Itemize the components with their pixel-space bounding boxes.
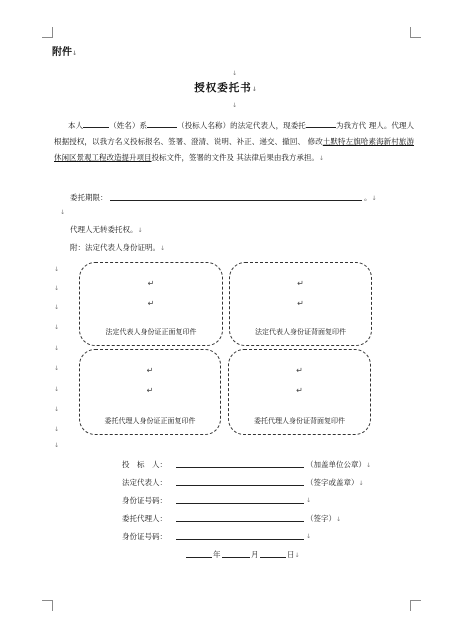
box-caption: 委托代理人身份证正面复印件 xyxy=(104,417,196,425)
id-front-box-legal-rep xyxy=(79,262,223,346)
agent-label: 委托代理人： xyxy=(122,514,167,523)
year-field[interactable] xyxy=(186,557,212,558)
id-number-label-2: 身份证号码： xyxy=(122,532,167,541)
paragraph-mark: ↓ xyxy=(232,102,238,109)
no-subdelegation-note: 代理人无转委托权。↓ xyxy=(70,225,143,234)
document-page: 附件↓ ↓ 授权委托书↓ ↓ 本人 （姓名）系 （投标人名称）的法定代表人，现委托 为我方代 理人。代理人根据授权，以我方名义投标报名、签署、澄清、说明、补正、递交、撤回、 修改土默特左旗哈素海新村旅游休闲区景观工程改造提升项目投标文件，签署的文件及 其法律后果由我方承担。↓ 委托期限： 。↓ ↓ 代理人无转委托权。↓ 附：法定代表人身份证明。↓ ↓ ↓ ↓ ↓ ↓ ↓ ↓ ↓ ↓ ↓ ↵ ↵ 法定代表人身份证正面复印件 ↵ ↵ 法定代表人身份证背面复印件 ↵ ↵ 委托代理人身份证正面复印件 ↵ ↵ 委托代理人身份证背面复印件 投 标 人： （加盖单位公章）↓ 法定代表人： （签字或盖章）↓ 身份证号码： ↓ 委托代理人： （签字）↓ 身份证号码： ↓ 年 月 日↓ xyxy=(0,0,452,644)
box-caption: 法定代表人身份证正面复印件 xyxy=(105,328,197,336)
paragraph-mark: ↓ xyxy=(232,70,238,77)
return-icon: ↵ xyxy=(147,279,155,288)
year-label: 年 xyxy=(213,550,221,559)
agent-field[interactable] xyxy=(176,521,304,522)
agent-note: （签字）↓ xyxy=(306,514,342,523)
return-icon: ↵ xyxy=(297,299,304,308)
crop-mark-top-right xyxy=(410,27,421,38)
id-back-box-legal-rep xyxy=(229,262,372,346)
authorization-paragraph: 本人 （姓名）系 （投标人名称）的法定代表人，现委托 为我方代 理人。代理人根据授权，以我方名义投标报名、签署、澄清、说明、补正、递交、撤回、 修改土默特左旗哈素海新村旅游休闲区景观工程改造提升项目投标文件，签署的文件及 其法律后果由我方承担。↓ xyxy=(54,118,414,166)
crop-mark-bottom-right xyxy=(410,600,421,611)
return-icon: ↵ xyxy=(147,299,155,308)
id-back-box-agent xyxy=(228,349,371,435)
document-title: 授权委托书↓ xyxy=(194,82,258,94)
day-label: 日↓ xyxy=(287,550,300,559)
attachment-note: 附：法定代表人身份证明。↓ xyxy=(70,243,166,252)
box-caption: 法定代表人身份证背面复印件 xyxy=(255,328,346,336)
crop-mark-top-left xyxy=(42,27,53,38)
crop-mark-bottom-left xyxy=(42,600,53,611)
return-icon: ↵ xyxy=(297,279,304,288)
term-field[interactable] xyxy=(110,200,362,201)
term-end: 。↓ xyxy=(364,193,377,202)
return-icon: ↵ xyxy=(296,386,303,395)
month-field[interactable] xyxy=(222,557,250,558)
legal-rep-field[interactable] xyxy=(176,485,304,486)
box-caption: 委托代理人身份证背面复印件 xyxy=(254,417,345,425)
term-label: 委托期限： xyxy=(70,193,108,202)
return-icon: ↵ xyxy=(146,366,154,375)
legal-rep-note: （签字或盖章）↓ xyxy=(306,478,364,487)
id-number-label-1: 身份证号码： xyxy=(122,496,167,505)
return-icon: ↵ xyxy=(146,386,154,395)
project-name: 土默特左旗哈素海新村旅游休闲区景观工程改造提升项目 xyxy=(54,137,415,162)
id-number-field-1[interactable] xyxy=(176,503,304,504)
id-front-box-agent xyxy=(79,349,221,435)
bidder-note: （加盖单位公章）↓ xyxy=(306,460,372,469)
return-icon: ↵ xyxy=(296,366,303,375)
id-number-field-2[interactable] xyxy=(176,539,304,540)
bidder-field[interactable] xyxy=(176,467,304,468)
bidder-label: 投 标 人： xyxy=(122,460,167,469)
day-field[interactable] xyxy=(260,557,286,558)
legal-rep-label: 法定代表人： xyxy=(122,478,167,487)
month-label: 月 xyxy=(251,550,259,559)
attachment-heading: 附件↓ xyxy=(52,47,78,58)
